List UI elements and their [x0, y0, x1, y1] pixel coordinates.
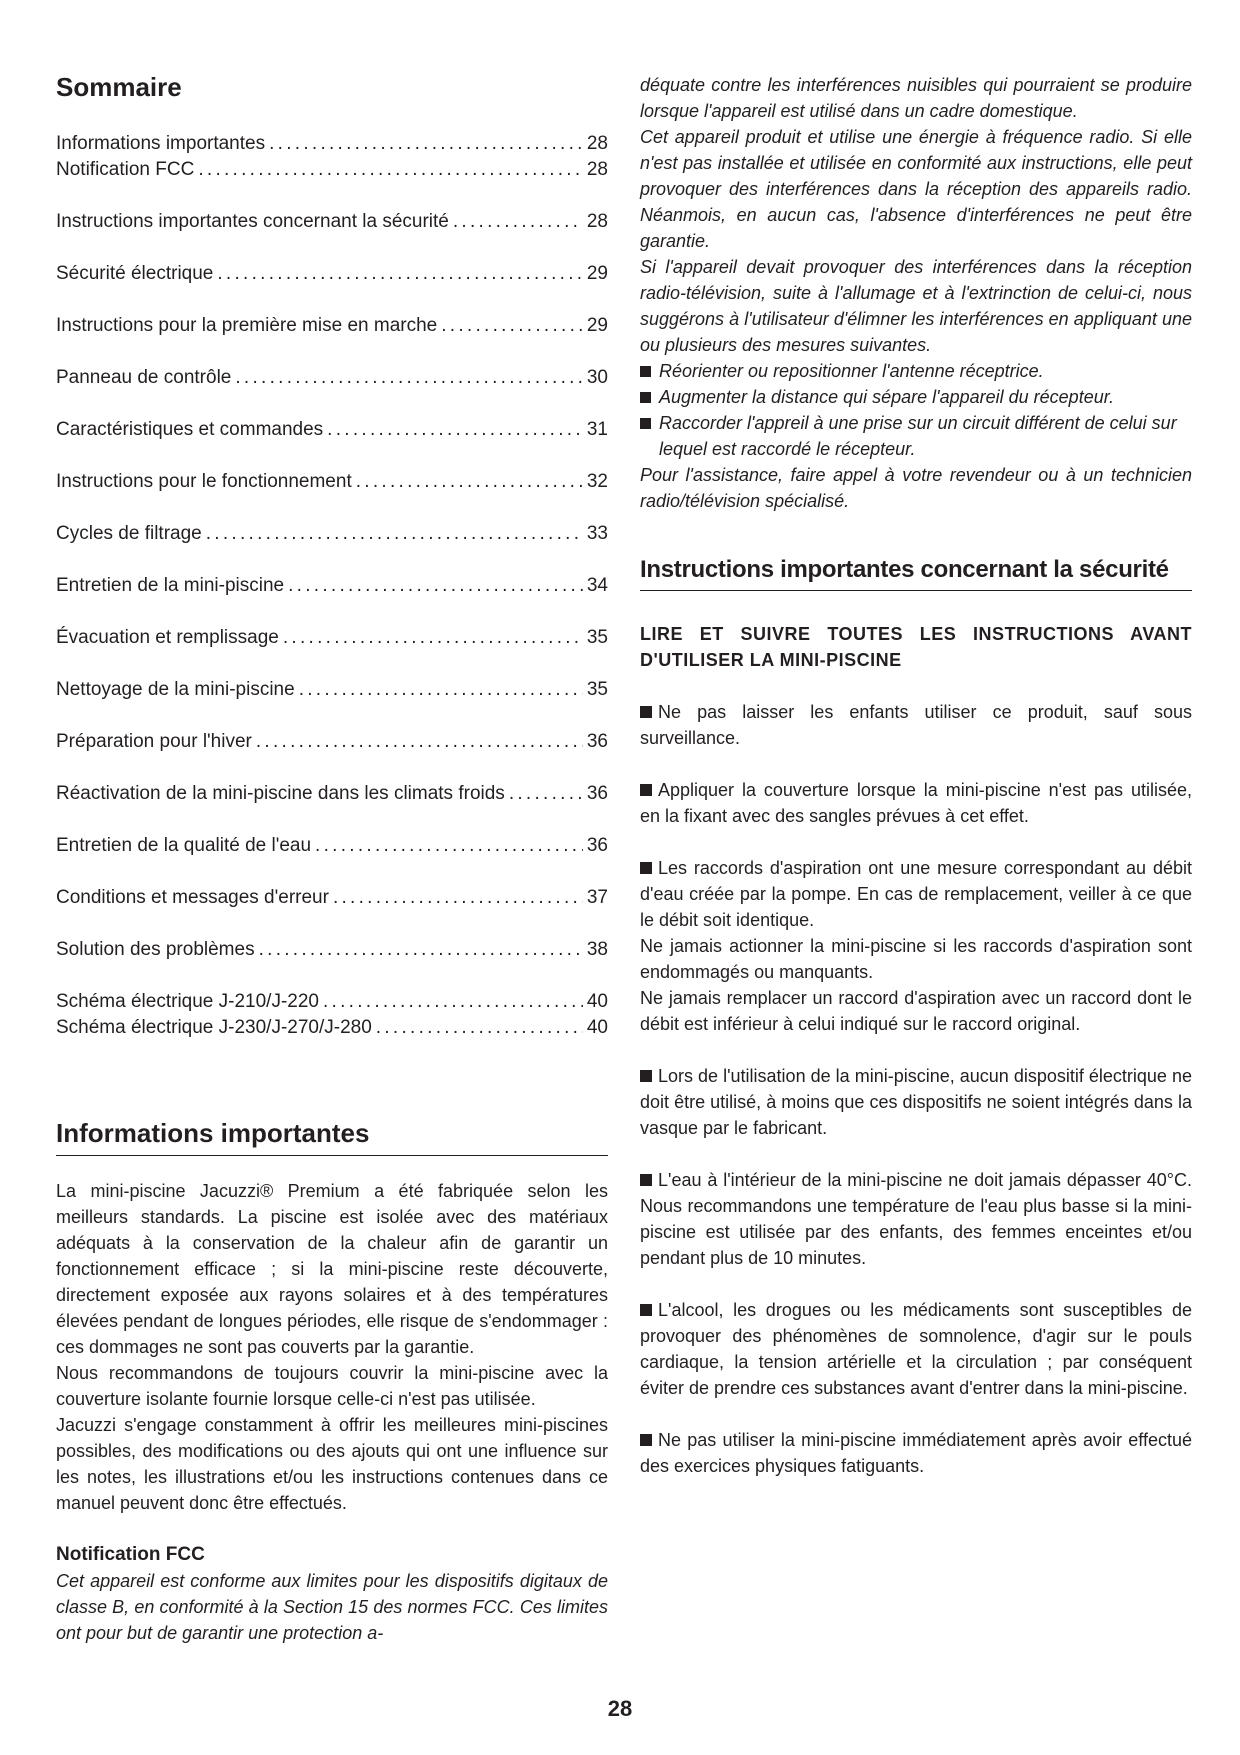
toc-entry-title: Solution des problèmes — [56, 939, 255, 961]
toc-entry-title: Entretien de la qualité de l'eau — [56, 835, 312, 857]
safety-item: Ne pas utiliser la mini-piscine immédiatement après avoir effectué des exercices physiques fatiguants. — [640, 1430, 1192, 1476]
toc-entry[interactable] — [56, 131, 608, 157]
toc-entry-page: 34 — [586, 575, 608, 597]
info-intro-3: Jacuzzi s'engage constamment à offrir les meilleures mini-piscines possibles, des modifications ou des ajouts qui ont une influence sur les notes, les illustrations et/ou les instructions contenues dans ce manuel peuvent donc être effectués. — [56, 1415, 608, 1514]
toc-leader-dots — [315, 833, 583, 859]
toc-entry[interactable] — [56, 469, 608, 495]
safety-item: Appliquer la couverture lorsque la mini-piscine n'est pas utilisée, en la fixant avec des sangles prévues à cet effet. — [640, 780, 1192, 826]
toc-entry-page: 30 — [586, 367, 608, 389]
safety-item: Lors de l'utilisation de la mini-piscine, aucun dispositif électrique ne doit être utilisé, à moins que ces dispositifs ne soient intégrés dans la vasque par le fabricant. — [640, 1066, 1192, 1138]
safety-item-b3c: Ne jamais remplacer un raccord d'aspiration avec un raccord dont le débit est inférieur à celui indiqué sur le raccord original. — [640, 988, 1192, 1034]
toc-group — [56, 417, 608, 443]
toc-leader-dots — [327, 417, 583, 443]
toc-entry-page: 28 — [586, 159, 608, 181]
toc-leader-dots — [509, 781, 583, 807]
info-section — [56, 1118, 608, 1646]
toc-entry[interactable] — [56, 157, 608, 183]
safety-item: L'eau à l'intérieur de la mini-piscine ne doit jamais dépasser 40°C. Nous recommandons une température de l'eau plus basse si la mini-piscine est utilisée par des enfants, des femmes enceintes et/ou pendant plus de 10 minutes. — [640, 1170, 1192, 1268]
safety-item: L'alcool, les drogues ou les médicaments sont susceptibles de provoquer des phénomènes de somnolence, d'agir sur le pouls cardiaque, la tension artérielle et la circulation ; par conséquent éviter de prendre ces substances avant d'entrer dans la mini-piscine. — [640, 1300, 1192, 1398]
toc-entry[interactable] — [56, 261, 608, 287]
safety-item-b3b: Ne jamais actionner la mini-piscine si les raccords d'aspiration sont endommagés ou manquants. — [640, 936, 1192, 982]
fcc-bullet: Réorienter ou repositionner l'antenne réceptrice. — [640, 358, 1192, 384]
toc-leader-dots — [376, 1015, 583, 1041]
toc-group — [56, 313, 608, 339]
toc-entry-page: 35 — [586, 627, 608, 649]
fcc-text: Cet appareil est conforme aux limites pour les dispositifs digitaux de classe B, en conformité à la Section 15 des normes FCC. Ces limites ont pour but de garantir une protection a- — [56, 1571, 608, 1644]
toc-group — [56, 469, 608, 495]
toc-group — [56, 989, 608, 1041]
fcc-cont-p2: Cet appareil produit et utilise une énergie à fréquence radio. Si elle n'est pas installée et utilisée en conformité aux instructions, elle peut provoquer des interférences dans la réception des appareils radio. Néanmois, en aucun cas, l'absence d'interférences ne peut être garantie. — [640, 127, 1192, 251]
toc-entry-title: Sécurité électrique — [56, 263, 214, 285]
toc-group — [56, 833, 608, 859]
toc-entry[interactable] — [56, 417, 608, 443]
safety-item: Les raccords d'aspiration ont une mesure correspondant au débit d'eau créée par la pompe. En cas de remplacement, veiller à ce que le débit soit identique. Ne jamais actionner la mini-piscine si les raccords d'aspiration sont endommagés ou manquants. Ne jamais remplacer un raccord d'aspiration avec un raccord dont le débit est inférieur à celui indiqué sur le raccord original. — [640, 855, 1192, 1037]
toc-entry[interactable] — [56, 365, 608, 391]
toc-entry-title: Instructions pour la première mise en marche — [56, 315, 438, 337]
toc-leader-dots — [356, 469, 583, 495]
toc-entry[interactable] — [56, 781, 608, 807]
toc-group — [56, 677, 608, 703]
toc-entry-title: Conditions et messages d'erreur — [56, 887, 329, 909]
bullet-square-icon — [640, 418, 651, 429]
page-number: 28 — [607, 1696, 633, 1721]
toc-entry[interactable] — [56, 625, 608, 651]
toc-leader-dots — [299, 677, 583, 703]
toc-entry-page: 33 — [586, 523, 608, 545]
bullet-square-icon — [640, 1434, 652, 1446]
toc-entry[interactable] — [56, 885, 608, 911]
toc-entry[interactable] — [56, 573, 608, 599]
toc-group — [56, 131, 608, 183]
bullet-square-icon — [640, 1174, 652, 1186]
toc-leader-dots — [453, 209, 583, 235]
toc-entry[interactable] — [56, 521, 608, 547]
toc-entry[interactable] — [56, 833, 608, 859]
toc-group — [56, 885, 608, 911]
toc-group — [56, 261, 608, 287]
toc-leader-dots — [323, 989, 583, 1015]
toc-entry-page: 38 — [586, 939, 608, 961]
toc-entry[interactable] — [56, 989, 608, 1015]
toc-entry-page: 32 — [586, 471, 608, 493]
fcc-cont-p1: déquate contre les interférences nuisibles qui pourraient se produire lorsque l'appareil est utilisé dans un cadre domestique. — [640, 75, 1192, 121]
toc-section — [56, 72, 608, 1067]
safety-caps-heading: LIRE ET SUIVRE TOUTES LES INSTRUCTIONS AVANT D'UTILISER LA MINI-PISCINE — [640, 624, 1192, 670]
toc-entry-title: Notification FCC — [56, 159, 195, 181]
bullet-square-icon — [640, 1304, 652, 1316]
toc-group — [56, 625, 608, 651]
toc-entry-page: 36 — [586, 783, 608, 805]
toc-entry-title: Caractéristiques et commandes — [56, 419, 324, 441]
toc-entry-page: 29 — [586, 315, 608, 337]
toc-entry-page: 28 — [586, 211, 608, 233]
toc-leader-dots — [333, 885, 583, 911]
toc-group — [56, 729, 608, 755]
toc-entry-page: 40 — [586, 991, 608, 1013]
toc-leader-dots — [441, 313, 583, 339]
toc-leader-dots — [256, 729, 583, 755]
toc-leader-dots — [283, 625, 583, 651]
info-title: Informations importantes — [56, 1118, 608, 1156]
toc-group — [56, 781, 608, 807]
toc-entry-page: 35 — [586, 679, 608, 701]
safety-title: Instructions importantes concernant la sécurité — [640, 556, 1192, 591]
fcc-bullet: Raccorder l'appreil à une prise sur un circuit différent de celui sur lequel est raccordé le récepteur. — [640, 410, 1192, 462]
toc-leader-dots — [198, 157, 583, 183]
toc-entry-title: Instructions importantes concernant la sécurité — [56, 211, 449, 233]
toc-entry-title: Cycles de filtrage — [56, 523, 202, 545]
toc-entry-page: 31 — [586, 419, 608, 441]
toc-entry-title: Nettoyage de la mini-piscine — [56, 679, 295, 701]
toc-group — [56, 937, 608, 963]
toc-entry[interactable] — [56, 1015, 608, 1041]
toc-leader-dots — [269, 131, 583, 157]
toc-group — [56, 521, 608, 547]
toc-title: Sommaire — [56, 72, 182, 102]
info-intro: La mini-piscine Jacuzzi® Premium a été fabriquée selon les meilleurs standards. La piscine est isolée avec des matériaux adéquats à la conservation de la chaleur afin de garantir un fonctionnement efficace ; si la mini-piscine reste découverte, directement exposée aux rayons solaires et à des températures élevées pendant de longues périodes, elle risque de s'endommager : ces dommages ne sont pas couverts par la garantie. — [56, 1181, 608, 1358]
toc-entry-page: 37 — [586, 887, 608, 909]
fcc-title: Notification FCC — [56, 1544, 205, 1566]
toc-entry-page: 36 — [586, 731, 608, 753]
toc-entry[interactable] — [56, 313, 608, 339]
toc-entry-title: Schéma électrique J-210/J-220 — [56, 991, 319, 1013]
right-column — [640, 72, 1192, 1479]
bullet-square-icon — [640, 366, 651, 377]
toc-entry[interactable] — [56, 937, 608, 963]
bullet-square-icon — [640, 862, 652, 874]
toc-entry-title: Réactivation de la mini-piscine dans les climats froids — [56, 783, 505, 805]
toc-group — [56, 209, 608, 235]
safety-item: Ne pas laisser les enfants utiliser ce produit, sauf sous surveillance. — [640, 702, 1192, 748]
bullet-square-icon — [640, 392, 651, 403]
toc-leader-dots — [235, 365, 582, 391]
toc-entry-title: Schéma électrique J-230/J-270/J-280 — [56, 1017, 372, 1039]
bullet-square-icon — [640, 1070, 652, 1082]
toc-entry-title: Informations importantes — [56, 133, 266, 155]
toc-leader-dots — [217, 261, 582, 287]
toc-entry-page: 40 — [586, 1017, 608, 1039]
toc-entry[interactable] — [56, 729, 608, 755]
toc-entry-title: Entretien de la mini-piscine — [56, 575, 285, 597]
toc-entry[interactable] — [56, 677, 608, 703]
toc-entry-page: 28 — [586, 133, 608, 155]
toc-group — [56, 573, 608, 599]
toc-entry-title: Évacuation et remplissage — [56, 627, 279, 649]
toc-entry-title: Instructions pour le fonctionnement — [56, 471, 352, 493]
toc-leader-dots — [206, 521, 583, 547]
fcc-cont-p3: Si l'appareil devait provoquer des interférences dans la réception radio-télévision, suite à l'allumage et à l'extrinction de celui-ci, nous suggérons à l'utilisateur d'élimner les interférences en appliquant une ou plusieurs des mesures suivantes. — [640, 257, 1192, 355]
bullet-square-icon — [640, 706, 652, 718]
toc-entry-page: 29 — [586, 263, 608, 285]
toc-leader-dots — [259, 937, 583, 963]
toc-list — [56, 131, 608, 1041]
toc-entry[interactable] — [56, 209, 608, 235]
toc-entry-title: Panneau de contrôle — [56, 367, 232, 389]
toc-entry-title: Préparation pour l'hiver — [56, 731, 252, 753]
toc-entry-page: 36 — [586, 835, 608, 857]
fcc-cont-p4: Pour l'assistance, faire appel à votre revendeur ou à un technicien radio/télévision spécialisé. — [640, 465, 1192, 511]
info-intro-2: Nous recommandons de toujours couvrir la mini-piscine avec la couverture isolante fournie lorsque celle-ci n'est pas utilisée. — [56, 1363, 608, 1410]
toc-leader-dots — [288, 573, 583, 599]
toc-group — [56, 365, 608, 391]
bullet-square-icon — [640, 784, 652, 796]
fcc-bullet: Augmenter la distance qui sépare l'appareil du récepteur. — [640, 384, 1192, 410]
